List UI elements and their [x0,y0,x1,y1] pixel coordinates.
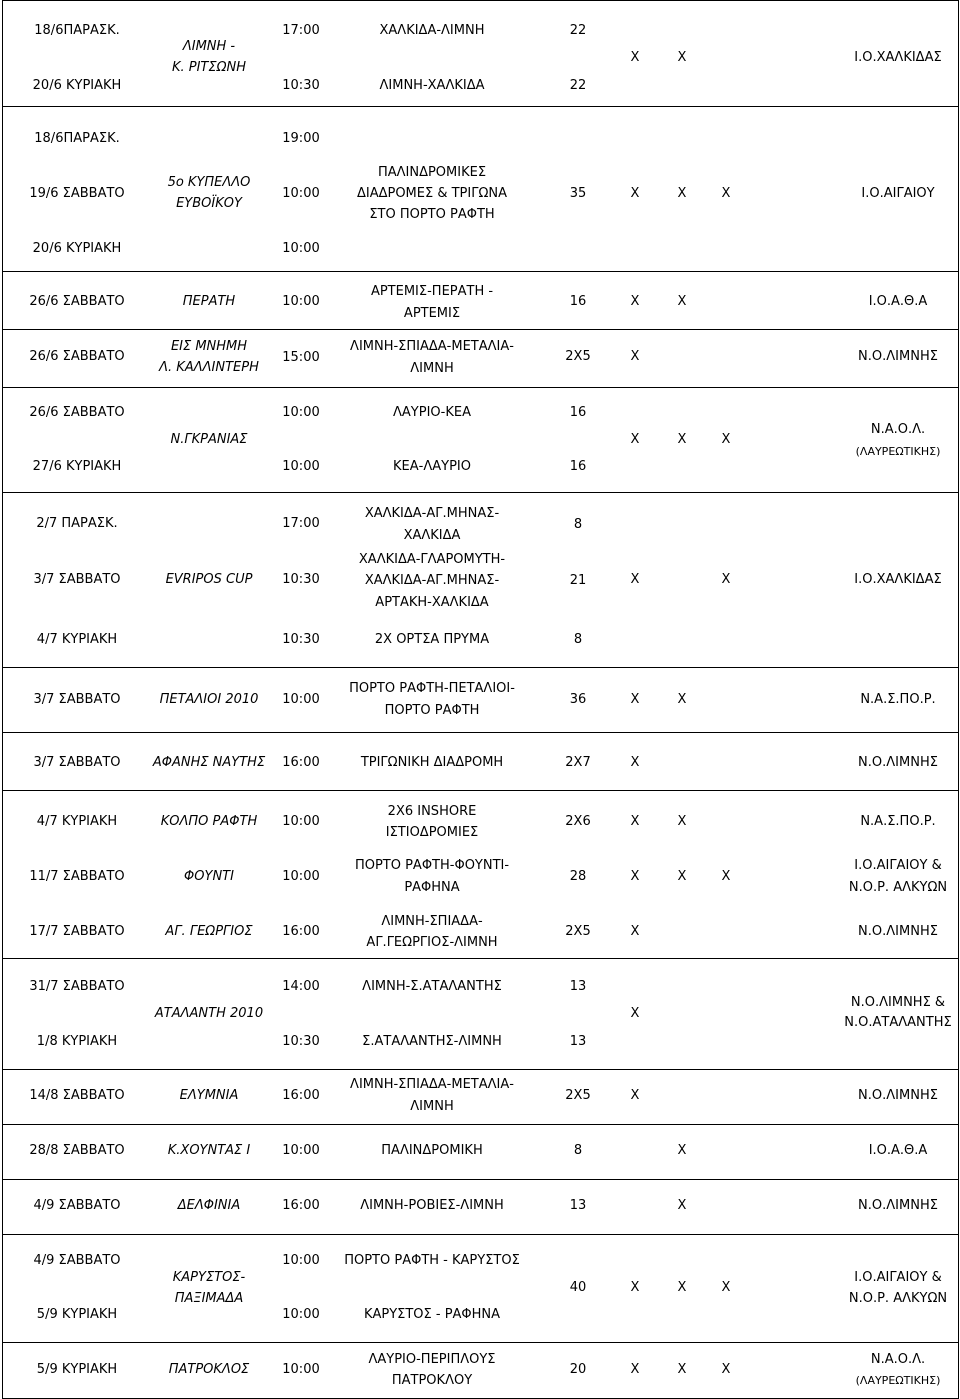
event-name: Ν.ΓΚΡΑΝΙΑΣ [170,432,248,447]
organizer: Ι.Ο.Α.Θ.Α [868,1143,928,1158]
category-mark: Χ [721,1280,731,1295]
category-mark: Χ [630,1362,640,1377]
category-mark: Χ [721,186,731,201]
miles: 8 [573,632,583,647]
organizer: Ν.Ο.ΑΤΑΛΑΝΤΗΣ [844,1015,952,1030]
miles: 36 [569,692,587,707]
route: ΛΙΜΝΗ [410,1099,454,1114]
event-name: EVRIPOS CUP [165,572,253,587]
organizer: Ν.Ο.ΛΙΜΝΗΣ [858,924,938,939]
start-time: 10:00 [282,692,320,707]
category-mark: Χ [677,692,687,707]
route: ΧΑΛΚΙΔΑ-ΛΙΜΝΗ [379,23,485,38]
organizer: Ι.Ο.ΑΙΓΑΙΟΥ & [854,858,942,873]
organizer: Ν.Α.Ο.Λ. [870,422,926,437]
miles: 13 [569,1198,587,1213]
event-date: 5/9 ΚΥΡΙΑΚΗ [36,1307,118,1322]
start-time: 10:00 [282,241,320,256]
route: ΧΑΛΚΙΔΑ-ΑΓ.ΜΗΝΑΣ- [364,506,500,521]
event-date: 3/7 ΣΑΒΒΑΤΟ [33,572,121,587]
miles: 2Χ5 [565,349,591,364]
event-date: 31/7 ΣΑΒΒΑΤΟ [29,979,125,994]
event-name: Κ.ΧΟΥΝΤΑΣ Ι [167,1143,251,1158]
category-mark: Χ [630,294,640,309]
start-time: 10:00 [282,869,320,884]
organizer: Ν.Ο.Ρ. ΑΛΚΥΩΝ [848,1291,948,1306]
category-mark: Χ [630,1088,640,1103]
miles: 8 [573,1143,583,1158]
category-mark: Χ [630,692,640,707]
organizer: Ν.Ο.ΛΙΜΝΗΣ & [850,995,946,1010]
organizer: Ν.Α.Σ.ΠΟ.Ρ. [860,814,936,829]
start-time: 10:00 [282,814,320,829]
event-date: 4/9 ΣΑΒΒΑΤΟ [33,1253,121,1268]
category-mark: Χ [630,1006,640,1021]
event-date: 4/7 ΚΥΡΙΑΚΗ [36,814,118,829]
event-name: Κ. ΡΙΤΣΩΝΗ [171,60,247,75]
route: ΛΙΜΝΗ-ΣΠΙΑΔΑ- [381,914,483,929]
start-time: 10:00 [282,294,320,309]
miles: 8 [573,517,583,532]
event-name: ΠΕΤΑΛΙΟΙ 2010 [159,692,259,707]
organizer: Ι.Ο.ΑΙΓΑΙΟΥ [861,186,935,201]
route: ΧΑΛΚΙΔΑ-ΓΛΑΡΟΜΥΤΗ- [358,552,506,567]
route: ΧΑΛΚΙΔΑ [403,528,461,543]
miles: 13 [569,1034,587,1049]
start-time: 10:30 [282,78,320,93]
organizer: Ν.Α.Ο.Λ. [870,1352,926,1367]
category-mark: Χ [677,432,687,447]
route: ΠΑΛΙΝΔΡΟΜΙΚΗ [381,1143,483,1158]
category-mark: Χ [677,1198,687,1213]
route: ΤΡΙΓΩΝΙΚΗ ΔΙΑΔΡΟΜΗ [360,755,504,770]
route: ΛΙΜΝΗ-ΧΑΛΚΙΔΑ [379,78,485,93]
route: ΠΟΡΤΟ ΡΑΦΤΗ-ΦΟΥΝΤΙ- [354,858,510,873]
event-name: ΠΑΤΡΟΚΛΟΣ [168,1362,250,1377]
event-name: ΦΟΥΝΤΙ [184,869,234,884]
route: Σ.ΑΤΑΛΑΝΤΗΣ-ΛΙΜΝΗ [362,1034,502,1049]
category-mark: Χ [677,814,687,829]
route: ΠΟΡΤΟ ΡΑΦΤΗ [384,703,480,718]
organizer: Ν.Ο.ΛΙΜΝΗΣ [858,755,938,770]
start-time: 10:00 [282,1362,320,1377]
event-date: 20/6 ΚΥΡΙΑΚΗ [32,241,122,256]
event-date: 5/9 ΚΥΡΙΑΚΗ [36,1362,118,1377]
miles: 22 [569,23,587,38]
start-time: 16:00 [282,1088,320,1103]
organizer: Ι.Ο.ΧΑΛΚΙΔΑΣ [854,572,942,587]
event-name: ΕΙΣ ΜΝΗΜΗ [170,339,248,354]
start-time: 10:00 [282,459,320,474]
start-time: 17:00 [282,516,320,531]
route: ΛΙΜΝΗ-ΣΠΙΑΔΑ-ΜΕΤΑΛΙΑ- [350,339,514,354]
event-date: 26/6 ΣΑΒΒΑΤΟ [29,405,125,420]
route: ΧΑΛΚΙΔΑ-ΑΓ.ΜΗΝΑΣ- [364,573,500,588]
start-time: 19:00 [282,131,320,146]
miles: 22 [569,78,587,93]
event-date: 20/6 ΚΥΡΙΑΚΗ [32,78,122,93]
category-mark: Χ [630,50,640,65]
category-mark: Χ [677,1143,687,1158]
event-date: 3/7 ΣΑΒΒΑΤΟ [33,755,121,770]
route: ΑΡΤΕΜΙΣ-ΠΕΡΑΤΗ - [370,284,494,299]
start-time: 16:00 [282,924,320,939]
category-mark: Χ [630,1280,640,1295]
category-mark: Χ [630,349,640,364]
miles: 2Χ7 [565,755,591,770]
event-date: 17/7 ΣΑΒΒΑΤΟ [29,924,125,939]
route: 2Χ6 INSHORE [387,804,477,819]
miles: 2Χ5 [565,1088,591,1103]
miles: 16 [569,405,587,420]
organizer: Ν.Ο.Ρ. ΑΛΚΥΩΝ [848,880,948,895]
route: ΑΓ.ΓΕΩΡΓΙΟΣ-ΛΙΜΝΗ [366,935,498,950]
category-mark: Χ [677,1362,687,1377]
route: ΑΡΤΑΚΗ-ΧΑΛΚΙΔΑ [375,595,489,610]
event-name: ΠΑΞΙΜΑΔΑ [174,1291,244,1306]
route: ΛΙΜΝΗ-Σ.ΑΤΑΛΑΝΤΗΣ [362,979,502,994]
route: ΛΑΥΡΙΟ-ΚΕΑ [393,405,471,420]
route: ΠΑΛΙΝΔΡΟΜΙΚΕΣ [377,165,487,180]
event-name: ΔΕΛΦΙΝΙΑ [177,1198,241,1213]
miles: 40 [569,1280,587,1295]
organizer: (ΛΑΥΡΕΩΤΙΚΗΣ) [855,445,941,458]
event-date: 26/6 ΣΑΒΒΑΤΟ [29,294,125,309]
event-date: 11/7 ΣΑΒΒΑΤΟ [29,869,125,884]
category-mark: Χ [677,294,687,309]
miles: 16 [569,459,587,474]
start-time: 10:00 [282,1307,320,1322]
organizer: Ι.Ο.Α.Θ.Α [868,294,928,309]
start-time: 10:30 [282,1034,320,1049]
miles: 13 [569,979,587,994]
start-time: 14:00 [282,979,320,994]
event-date: 27/6 ΚΥΡΙΑΚΗ [32,459,122,474]
organizer: Ν.Ο.ΛΙΜΝΗΣ [858,1198,938,1213]
route: ΔΙΑΔΡΟΜΕΣ & ΤΡΙΓΩΝΑ [356,186,508,201]
miles: 20 [569,1362,587,1377]
start-time: 10:00 [282,1253,320,1268]
category-mark: Χ [630,186,640,201]
category-mark: Χ [677,50,687,65]
event-name: Λ. ΚΑΛΛΙΝΤΕΡΗ [159,360,259,375]
organizer: Ν.Ο.ΛΙΜΝΗΣ [858,1088,938,1103]
event-date: 19/6 ΣΑΒΒΑΤΟ [29,186,125,201]
route: ΛΙΜΝΗ [410,361,454,376]
event-name: ΠΕΡΑΤΗ [182,294,236,309]
category-mark: Χ [630,924,640,939]
event-name: ΚΟΛΠΟ ΡΑΦΤΗ [160,814,258,829]
start-time: 10:00 [282,405,320,420]
miles: 2Χ5 [565,924,591,939]
category-mark: Χ [630,869,640,884]
route: ΠΟΡΤΟ ΡΑΦΤΗ-ΠΕΤΑΛΙΟΙ- [349,681,515,696]
route: ΛΙΜΝΗ-ΡΟΒΙΕΣ-ΛΙΜΝΗ [360,1198,504,1213]
route: ΑΡΤΕΜΙΣ [403,306,461,321]
category-mark: Χ [630,432,640,447]
organizer: Ι.Ο.ΧΑΛΚΙΔΑΣ [854,50,942,65]
miles: 35 [569,186,587,201]
start-time: 10:30 [282,572,320,587]
organizer: Ν.Ο.ΛΙΜΝΗΣ [858,349,938,364]
event-name: 5ο ΚΥΠΕΛΛΟ [167,175,251,190]
organizer: Ν.Α.Σ.ΠΟ.Ρ. [860,692,936,707]
event-date: 2/7 ΠΑΡΑΣΚ. [36,516,118,531]
event-name: ΑΓ. ΓΕΩΡΓΙΟΣ [165,924,253,939]
category-mark: Χ [677,186,687,201]
miles: 2Χ6 [565,814,591,829]
route: ΡΑΦΗΝΑ [404,880,460,895]
category-mark: Χ [721,572,731,587]
event-date: 4/9 ΣΑΒΒΑΤΟ [33,1198,121,1213]
event-name: ΕΛΥΜΝΙΑ [179,1088,239,1103]
route: ΠΑΤΡΟΚΛΟΥ [391,1373,473,1388]
event-name: ΑΤΑΛΑΝΤΗ 2010 [154,1006,264,1021]
start-time: 16:00 [282,755,320,770]
event-date: 1/8 ΚΥΡΙΑΚΗ [36,1034,118,1049]
event-date: 26/6 ΣΑΒΒΑΤΟ [29,349,125,364]
event-name: ΕΥΒΟΪΚΟΥ [176,196,242,211]
miles: 28 [569,869,587,884]
start-time: 10:00 [282,1143,320,1158]
event-date: 14/8 ΣΑΒΒΑΤΟ [29,1088,125,1103]
category-mark: Χ [721,432,731,447]
route: ΙΣΤΙΟΔΡΟΜΙΕΣ [385,825,479,840]
organizer: (ΛΑΥΡΕΩΤΙΚΗΣ) [855,1374,941,1387]
start-time: 17:00 [282,23,320,38]
category-mark: Χ [721,1362,731,1377]
miles: 16 [569,294,587,309]
route: ΣΤΟ ΠΟΡΤΟ ΡΑΦΤΗ [369,207,495,222]
start-time: 10:30 [282,632,320,647]
category-mark: Χ [677,1280,687,1295]
event-name: ΚΑΡΥΣΤΟΣ- [172,1270,246,1285]
event-date: 18/6ΠΑΡΑΣΚ. [34,131,120,146]
route: ΚΑΡΥΣΤΟΣ - ΡΑΦΗΝΑ [363,1307,501,1322]
event-name: ΛΙΜΝΗ - [182,39,236,54]
route: ΠΟΡΤΟ ΡΑΦΤΗ - ΚΑΡΥΣΤΟΣ [344,1253,520,1268]
category-mark: Χ [630,755,640,770]
start-time: 16:00 [282,1198,320,1213]
event-date: 4/7 ΚΥΡΙΑΚΗ [36,632,118,647]
event-date: 3/7 ΣΑΒΒΑΤΟ [33,692,121,707]
category-mark: Χ [677,869,687,884]
organizer: Ι.Ο.ΑΙΓΑΙΟΥ & [854,1270,942,1285]
start-time: 10:00 [282,186,320,201]
miles: 21 [569,573,587,588]
route: ΛΙΜΝΗ-ΣΠΙΑΔΑ-ΜΕΤΑΛΙΑ- [350,1077,514,1092]
event-date: 18/6ΠΑΡΑΣΚ. [34,23,120,38]
start-time: 15:00 [282,350,320,365]
route: ΛΑΥΡΙΟ-ΠΕΡΙΠΛΟΥΣ [368,1352,496,1367]
category-mark: Χ [630,572,640,587]
category-mark: Χ [630,814,640,829]
route: ΚΕΑ-ΛΑΥΡΙΟ [393,459,471,474]
route: 2Χ ΟΡΤΣΑ ΠΡΥΜΑ [374,632,490,647]
category-mark: Χ [721,869,731,884]
event-name: ΑΦΑΝΗΣ ΝΑΥΤΗΣ [152,755,266,770]
event-date: 28/8 ΣΑΒΒΑΤΟ [29,1143,125,1158]
